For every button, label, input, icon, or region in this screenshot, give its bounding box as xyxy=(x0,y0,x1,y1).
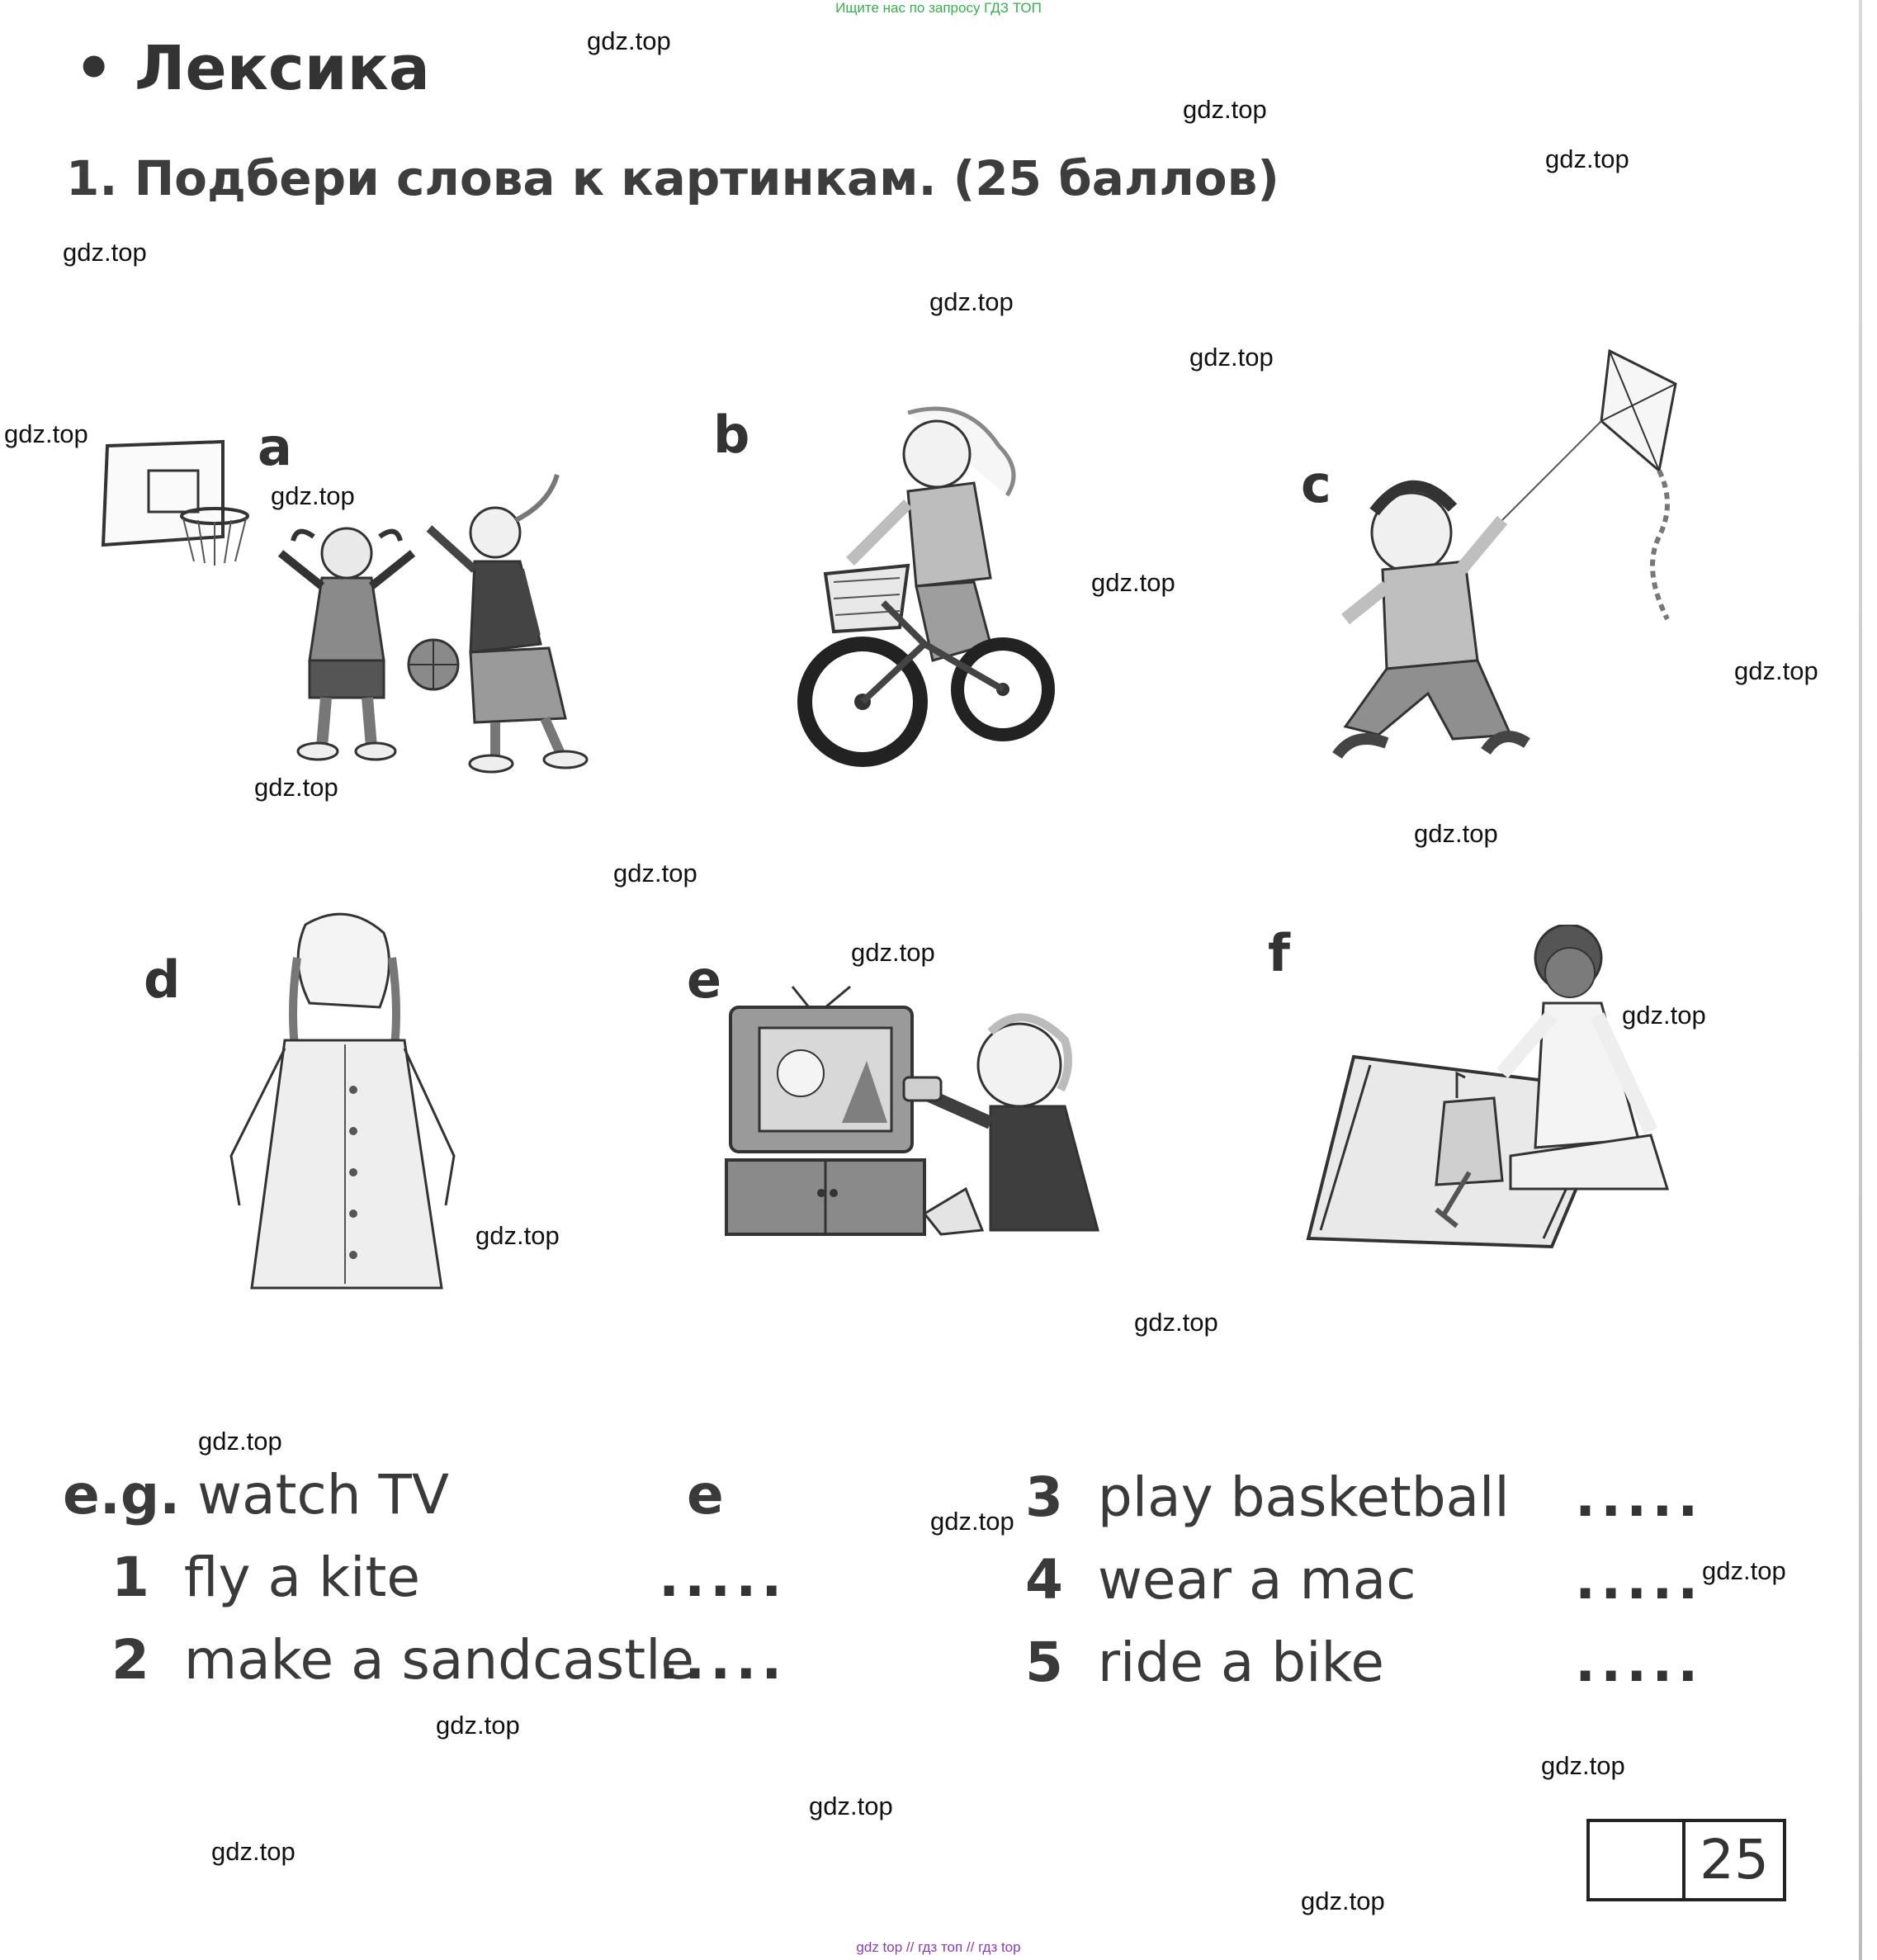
answer-blank-2[interactable]: ..... xyxy=(659,1628,787,1692)
watermark: gdz.top xyxy=(475,1221,560,1250)
item-number: 4 xyxy=(1025,1548,1063,1612)
picture-letter-e: e xyxy=(687,949,722,1010)
bottom-banner: gdz top // гдз топ // гдз top xyxy=(856,1939,1021,1955)
watermark: gdz.top xyxy=(1183,95,1267,124)
item-phrase: fly a kite xyxy=(183,1546,420,1609)
watermark: gdz.top xyxy=(1545,144,1629,173)
sandcastle-illustration xyxy=(1304,925,1684,1255)
picture-letter-a: a xyxy=(258,417,292,477)
watermark: gdz.top xyxy=(211,1837,295,1866)
watermark: gdz.top xyxy=(1541,1751,1625,1780)
example-phrase: watch TV xyxy=(197,1463,450,1527)
answer-blank-5[interactable]: ..... xyxy=(1575,1631,1704,1694)
raincoat-illustration xyxy=(206,908,479,1304)
watermark: gdz.top xyxy=(436,1711,520,1740)
answer-blank-4[interactable]: ..... xyxy=(1575,1548,1704,1612)
item-phrase: play basketball xyxy=(1097,1465,1510,1529)
picture-letter-d: d xyxy=(144,949,181,1010)
picture-letter-f: f xyxy=(1268,923,1290,983)
watermark: gdz.top xyxy=(809,1792,893,1820)
bike-illustration xyxy=(784,396,1081,776)
answer-blank-1[interactable]: ..... xyxy=(659,1546,787,1609)
watermark: gdz.top xyxy=(613,859,697,888)
picture-letter-b: b xyxy=(713,405,750,465)
watermark: gdz.top xyxy=(1622,1001,1706,1030)
item-number: 5 xyxy=(1025,1631,1063,1694)
watermark: gdz.top xyxy=(929,287,1014,316)
watermark: gdz.top xyxy=(851,938,935,967)
watermark: gdz.top xyxy=(63,238,147,267)
watermark: gdz.top xyxy=(1702,1556,1786,1585)
top-banner: Ищите нас по запросу ГДЗ ТОП xyxy=(835,0,1042,16)
example-answer: e xyxy=(687,1463,724,1527)
example-row xyxy=(63,1463,449,1527)
list-item-3 xyxy=(1025,1465,1510,1529)
watermark: gdz.top xyxy=(4,419,88,448)
watermark: gdz.top xyxy=(930,1507,1014,1536)
item-number: 1 xyxy=(111,1546,149,1609)
watermark: gdz.top xyxy=(1414,819,1498,848)
watch-tv-illustration xyxy=(718,982,1114,1263)
list-item-1 xyxy=(111,1546,420,1609)
example-prefix: e.g. xyxy=(63,1463,181,1527)
item-phrase: ride a bike xyxy=(1097,1631,1384,1694)
picture-letter-c: c xyxy=(1301,454,1331,514)
watermark: gdz.top xyxy=(1189,343,1274,372)
item-number: 3 xyxy=(1025,1465,1063,1529)
item-number: 2 xyxy=(111,1628,149,1692)
watermark: gdz.top xyxy=(1091,568,1175,597)
watermark: gdz.top xyxy=(271,481,355,510)
watermark: gdz.top xyxy=(1734,656,1818,685)
page-edge-divider xyxy=(1859,0,1862,1960)
answer-blank-3[interactable]: ..... xyxy=(1575,1465,1704,1529)
kite-illustration xyxy=(1312,347,1725,793)
list-item-5 xyxy=(1025,1631,1384,1694)
basketball-illustration xyxy=(91,429,619,793)
score-input-cell[interactable] xyxy=(1590,1822,1686,1898)
score-max: 25 xyxy=(1700,1828,1769,1891)
watermark: gdz.top xyxy=(1134,1308,1218,1337)
watermark: gdz.top xyxy=(198,1427,282,1456)
item-phrase: wear a mac xyxy=(1097,1548,1416,1612)
item-phrase: make a sandcastle xyxy=(183,1628,695,1692)
task-heading: 1. Подбери слова к картинкам. (25 баллов) xyxy=(66,150,1279,206)
list-item-2 xyxy=(111,1628,694,1692)
section-title: • Лексика xyxy=(74,33,430,104)
watermark: gdz.top xyxy=(587,26,671,55)
watermark: gdz.top xyxy=(1301,1887,1385,1915)
watermark: gdz.top xyxy=(254,773,338,802)
score-box xyxy=(1586,1819,1786,1901)
list-item-4 xyxy=(1025,1548,1416,1612)
